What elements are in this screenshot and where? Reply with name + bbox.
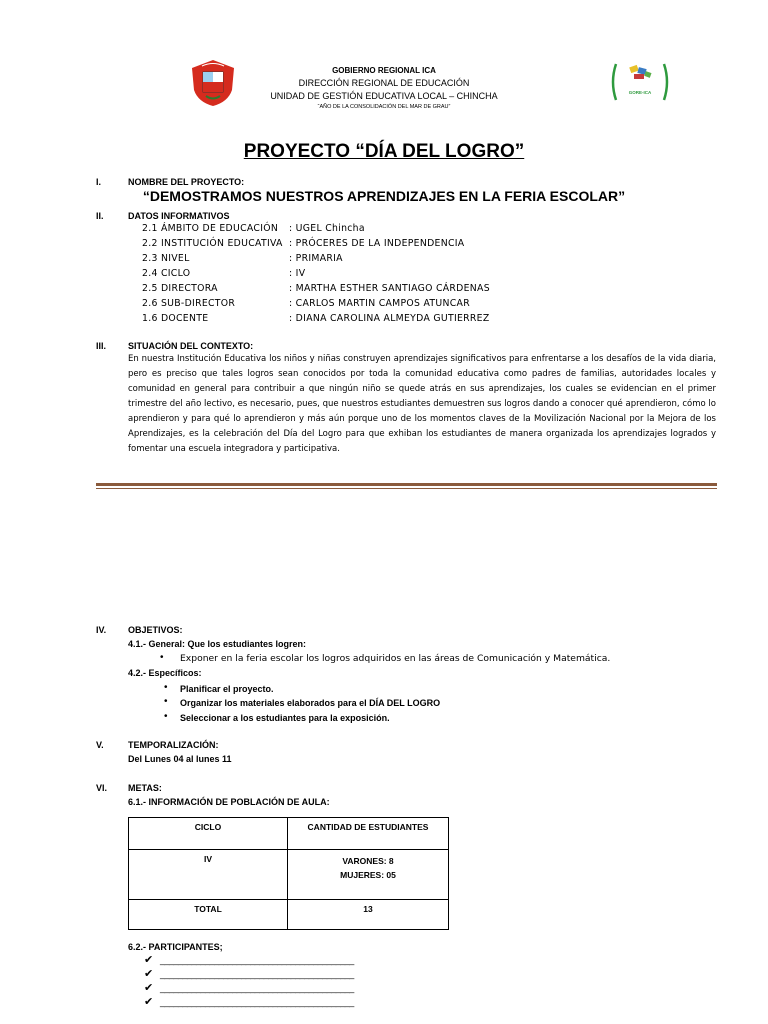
page-title: PROYECTO “DÍA DEL LOGRO” [243, 141, 525, 162]
gore-ica-logo [610, 60, 670, 105]
participant-line: ___________________________________________ [160, 955, 354, 965]
specific-objectives-label: 4.2.- Específicos: [128, 668, 202, 678]
checkmark-icon: ✔ [144, 954, 154, 966]
participant-line: ___________________________________________ [160, 969, 354, 979]
section-2-heading: DATOS INFORMATIVOS [128, 211, 230, 221]
population-subheading: 6.1.- INFORMACIÓN DE POBLACIÓN DE AULA: [128, 797, 330, 807]
participants-subheading: 6.2.- PARTICIPANTES; [128, 942, 223, 952]
population-table [128, 817, 449, 930]
schedule-text: Del Lunes 04 al lunes 11 [128, 754, 232, 764]
section-5-heading: TEMPORALIZACIÓN: [128, 740, 219, 750]
dato-value: : PRIMARIA [289, 253, 343, 264]
bullet-icon: • [164, 711, 168, 722]
bullet-icon: • [160, 652, 164, 663]
header-unit: UNIDAD DE GESTIÓN EDUCATIVA LOCAL – CHINCHA [270, 91, 498, 101]
checkmark-icon: ✔ [144, 968, 154, 980]
participant-line: ___________________________________________ [160, 983, 354, 993]
header-government: GOBIERNO REGIONAL ICA [332, 66, 436, 75]
dato-label: 2.5 DIRECTORA [142, 283, 218, 294]
section-3-number: III. [96, 341, 107, 351]
checkmark-icon: ✔ [144, 982, 154, 994]
table-total-row [129, 900, 449, 930]
page-divider-thin [96, 488, 717, 489]
table-header-cell: CICLO [129, 818, 288, 850]
dato-label: 2.2 INSTITUCIÓN EDUCATIVA [142, 238, 283, 249]
dato-label: 2.1 ÁMBITO DE EDUCACIÓN [142, 223, 279, 234]
page-divider [96, 483, 717, 486]
dato-value: : IV [289, 268, 306, 279]
dato-value: : DIANA CAROLINA ALMEYDA GUTIERREZ [289, 313, 490, 324]
specific-objective-item: Organizar los materiales elaborados para el DÍA DEL LOGRO [180, 698, 441, 708]
general-objective-item: Exponer en la feria escolar los logros adquiridos en las áreas de Comunicación y Matemática. [180, 653, 611, 664]
dato-label: 2.4 CICLO [142, 268, 191, 279]
table-cell: IV [129, 850, 288, 900]
section-5-number: V. [96, 740, 104, 750]
checkmark-icon: ✔ [144, 996, 154, 1008]
header-year-motto: “AÑO DE LA CONSOLIDACIÓN DEL MAR DE GRAU” [317, 104, 451, 110]
boys-count: VARONES: 8 [342, 856, 394, 866]
dato-value: : CARLOS MARTIN CAMPOS ATUNCAR [289, 298, 470, 309]
section-4-number: IV. [96, 625, 107, 635]
table-cell [288, 850, 449, 900]
section-6-number: VI. [96, 783, 108, 793]
table-header-row [129, 818, 449, 850]
table-header-cell: CANTIDAD DE ESTUDIANTES [288, 818, 449, 850]
context-paragraph: En nuestra Institución Educativa los niños y niñas construyen aprendizajes significativos para enfrentarse a los desafíos de la vida diaria, pero es preciso que tales logros sean conocidos por toda la comunidad educativa como padres de familias, autoridades locales y comunidad en general para contribuir a que ningún niño se quede atrás en sus aprendizajes, los cuales se evidencian en el primer trimestre del año lectivo, es necesario, pues, que nuestros estudiantes demuestren sus logros dando a conocer qué aprendieron, cómo lo aprendieron y para qué lo aprendieron y más aún porque uno de los momentos claves de la Movilización Nacional por la Mejora de los Aprendizajes, es la celebración del Día del Logro para que exhiban los estudiantes de manera organizada los aprendizajes logrados y fomentar una escuela integradora y participativa. [128, 354, 716, 454]
table-cell: TOTAL [129, 900, 288, 930]
section-2-number: II. [96, 211, 104, 221]
gore-ica-logo-text: GORE-ICA [628, 90, 652, 95]
specific-objective-item: Planificar el proyecto. [180, 684, 274, 694]
table-row [129, 850, 449, 900]
participant-line: ___________________________________________ [160, 997, 354, 1007]
section-4-heading: OBJETIVOS: [128, 625, 183, 635]
dato-label: 2.6 SUB-DIRECTOR [142, 298, 236, 309]
section-1-number: I. [96, 177, 102, 187]
dato-value: : MARTHA ESTHER SANTIAGO CÁRDENAS [289, 283, 490, 294]
bullet-icon: • [164, 682, 168, 693]
dato-label: 1.6 DOCENTE [142, 313, 209, 324]
general-objective-label: 4.1.- General: Que los estudiantes logren: [128, 639, 307, 649]
section-3-heading: SITUACIÓN DEL CONTEXTO: [128, 341, 254, 351]
bullet-icon: • [164, 696, 168, 707]
header-direction: DIRECCIÓN REGIONAL DE EDUCACIÓN [298, 78, 470, 88]
dato-label: 2.3 NIVEL [142, 253, 190, 264]
project-name: “DEMOSTRAMOS NUESTROS APRENDIZAJES EN LA FERIA ESCOLAR” [142, 188, 626, 204]
table-cell: 13 [288, 900, 449, 930]
section-1-heading: NOMBRE DEL PROYECTO: [128, 177, 245, 187]
dato-value: : PRÓCERES DE LA INDEPENDENCIA [289, 238, 465, 249]
girls-count: MUJERES: 05 [340, 870, 396, 880]
specific-objective-item: Seleccionar a los estudiantes para la exposición. [180, 713, 390, 723]
section-6-heading: METAS: [128, 783, 162, 793]
dato-value: : UGEL Chincha [289, 223, 365, 234]
